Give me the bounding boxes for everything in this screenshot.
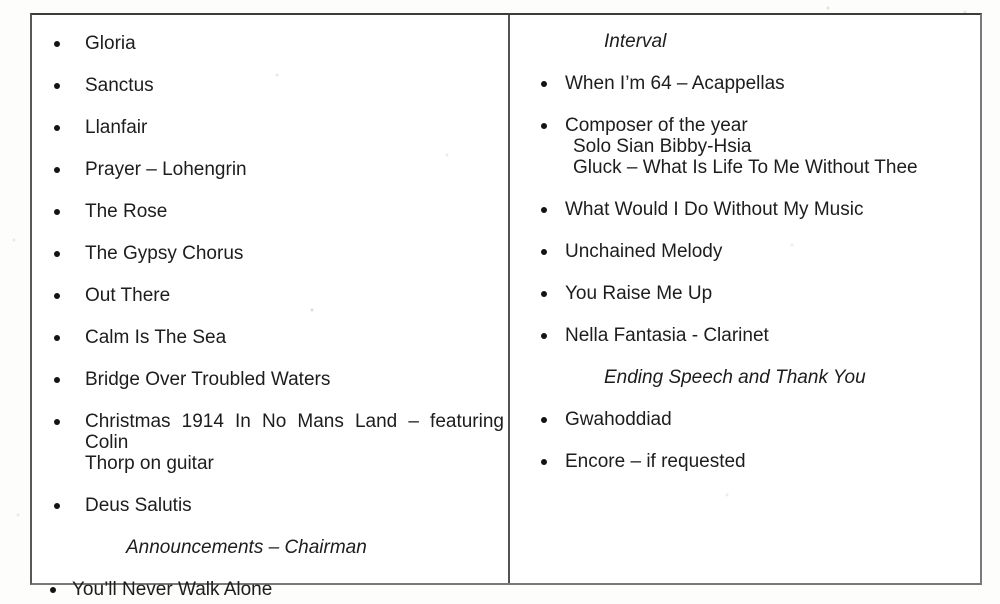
section-heading-text: Ending Speech and Thank You	[604, 367, 866, 388]
bullet-icon	[54, 41, 60, 47]
bullet-icon	[541, 291, 547, 297]
song-title-line: The Gypsy Chorus	[85, 243, 244, 264]
song-title-line: When I’m 64 – Acappellas	[565, 73, 785, 94]
program-item	[32, 411, 504, 474]
song-title-line: Deus Salutis	[85, 495, 192, 516]
bullet-icon	[54, 209, 60, 215]
program-item	[32, 579, 504, 600]
program-item	[510, 325, 976, 346]
program-item	[510, 115, 976, 178]
section-heading	[510, 31, 976, 52]
program-item	[510, 73, 976, 94]
program-item	[32, 369, 504, 390]
song-title-line: Bridge Over Troubled Waters	[85, 369, 331, 390]
song-title-line: Nella Fantasia - Clarinet	[565, 325, 769, 346]
section-heading	[32, 537, 504, 558]
program-table	[30, 13, 982, 600]
program-item	[510, 409, 976, 430]
song-title-line: Llanfair	[85, 117, 148, 138]
song-title-line: You’ll Never Walk Alone	[72, 579, 273, 600]
song-title-line: Prayer – Lohengrin	[85, 159, 247, 180]
song-title-line: Gloria	[85, 33, 136, 54]
bullet-icon	[541, 333, 547, 339]
song-title-line: Gluck – What Is Life To Me Without Thee	[573, 157, 918, 178]
program-item	[510, 451, 976, 472]
song-title-line: Christmas 1914 In No Mans Land – featuring Colin	[85, 411, 504, 453]
program-item	[32, 285, 504, 306]
song-title-line: You Raise Me Up	[565, 283, 713, 304]
song-title-line: Composer of the year	[565, 115, 748, 136]
bullet-icon	[541, 417, 547, 423]
song-title-line: Calm Is The Sea	[85, 327, 227, 348]
song-title-line: Solo Sian Bibby-Hsia	[573, 136, 752, 157]
bullet-icon	[54, 251, 60, 257]
bullet-icon	[54, 503, 60, 509]
song-title-line: Unchained Melody	[565, 241, 723, 262]
song-title-line: The Rose	[85, 201, 168, 222]
program-item	[510, 283, 976, 304]
bullet-icon	[541, 207, 547, 213]
bullet-icon	[54, 419, 60, 425]
section-heading-text: Announcements – Chairman	[126, 537, 367, 558]
bullet-icon	[54, 335, 60, 341]
bullet-icon	[54, 167, 60, 173]
section-heading	[510, 367, 976, 388]
bullet-icon	[54, 293, 60, 299]
program-item	[32, 117, 504, 138]
program-item	[32, 243, 504, 264]
bullet-icon	[50, 587, 56, 593]
song-title-line: Gwahoddiad	[565, 409, 672, 430]
bullet-icon	[54, 377, 60, 383]
program-item	[510, 241, 976, 262]
bullet-icon	[54, 125, 60, 131]
program-item	[510, 199, 976, 220]
program-item	[32, 201, 504, 222]
song-title-line: Out There	[85, 285, 171, 306]
bullet-icon	[541, 81, 547, 87]
program-column-first-half	[32, 15, 510, 600]
bullet-icon	[54, 83, 60, 89]
program-item	[32, 327, 504, 348]
program-item	[32, 75, 504, 96]
song-title-line: What Would I Do Without My Music	[565, 199, 864, 220]
program-item	[32, 495, 504, 516]
section-heading-text: Interval	[604, 31, 667, 52]
song-title-line: Sanctus	[85, 75, 154, 96]
bullet-icon	[541, 459, 547, 465]
bullet-icon	[541, 249, 547, 255]
program-column-second-half	[510, 15, 980, 583]
song-title-line: Thorp on guitar	[85, 453, 214, 474]
program-item	[32, 159, 504, 180]
program-item	[32, 33, 504, 54]
bullet-icon	[541, 123, 547, 129]
song-title-line: Encore – if requested	[565, 451, 746, 472]
